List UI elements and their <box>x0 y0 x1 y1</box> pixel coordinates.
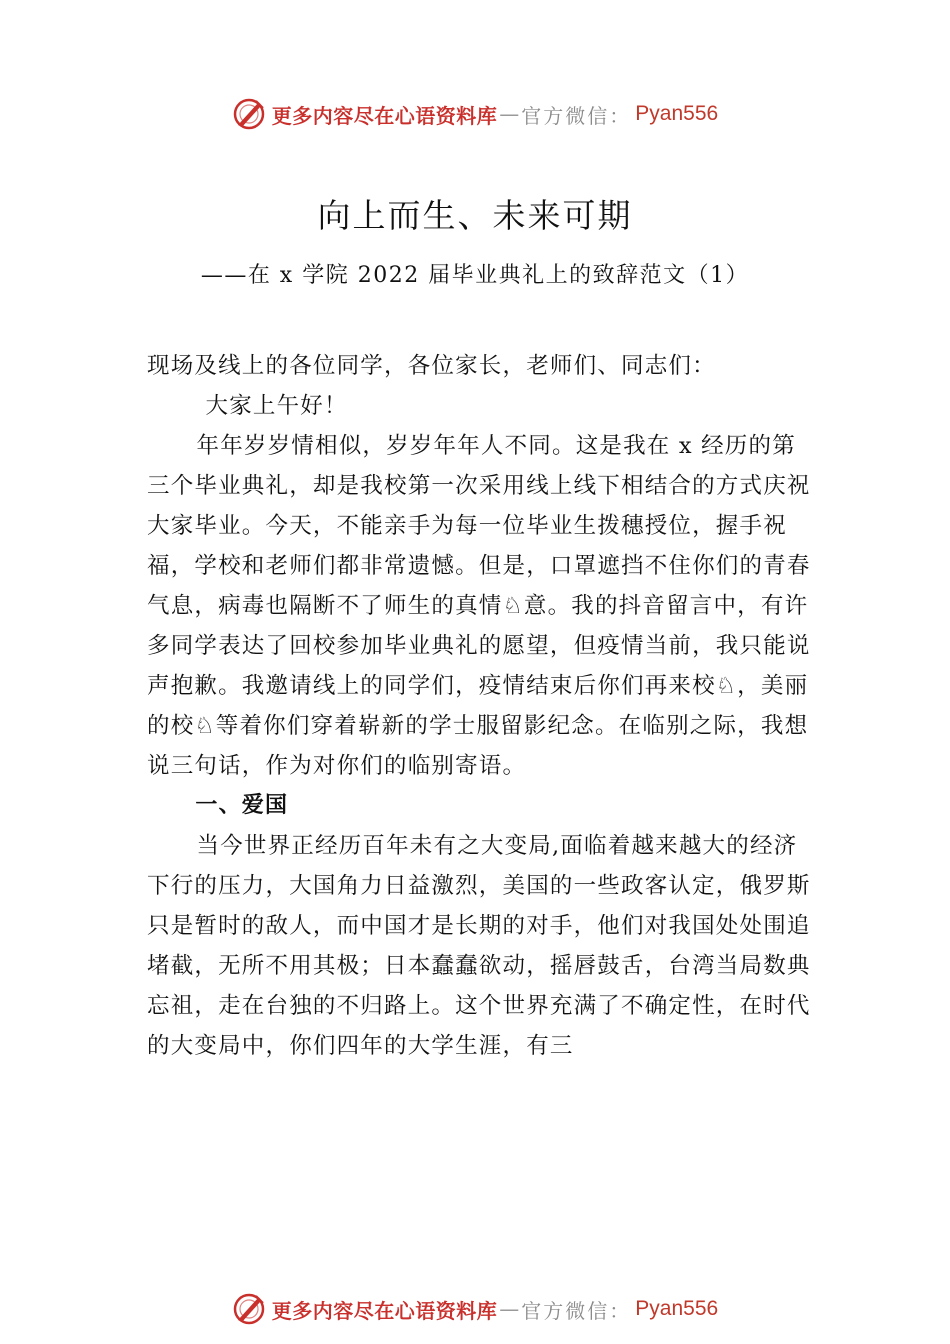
banner-dash: — <box>499 102 520 126</box>
quill-logo-icon <box>232 97 266 131</box>
paragraph-1: 年年岁岁情相似，岁岁年年人不同。这是我在 x 经历的第三个毕业典礼，却是我校第一次采用线上线下相结合的方式庆祝大家毕业。今天，不能亲手为每一位毕业生拨穗授位，握手祝福，学校和老师们都非常遗憾。但是，口罩遮挡不住你们的青春气息，病毒也隔断不了师生的真情♘意。我的抖音留言中，有许多同学表达了回校参加毕业典礼的愿望，但疫情当前，我只能说声抱歉。我邀请线上的同学们，疫情结束后你们再来校♘，美丽的校♘等着你们穿着崭新的学士服留影纪念。在临别之际，我想说三句话，作为对你们的临别寄语。 <box>147 433 811 779</box>
footer-watermark-banner <box>0 1289 950 1329</box>
salutation: 现场及线上的各位同学，各位家长，老师们、同志们： <box>147 353 716 379</box>
section-heading-patriotism: 一、爱国 <box>195 793 289 818</box>
quill-logo-icon <box>232 1292 266 1326</box>
banner-wechat-id: Pyan556 <box>635 1297 719 1320</box>
header-watermark-banner <box>0 94 950 134</box>
banner-library-text: 更多内容尽在心语资料库 <box>271 1298 498 1323</box>
document-body <box>147 346 815 1066</box>
greeting: 大家上午好！ <box>205 393 348 419</box>
banner-wechat-label: 官方微信： <box>521 1298 632 1323</box>
banner-dash: — <box>499 1297 520 1321</box>
document-title: 向上而生、未来可期 <box>317 196 633 235</box>
banner-wechat-label: 官方微信： <box>521 103 632 128</box>
paragraph-2: 当今世界正经历百年未有之大变局,面临着越来越大的经济下行的压力，大国角力日益激烈，美国的一些政客认定，俄罗斯只是暂时的敌人，而中国才是长期的对手，他们对我国处处围追堵截，无所不用其极；日本蠢蠢欲动，摇唇鼓舌，台湾当局数典忘祖，走在台独的不归路上。这个世界充满了不确定性，在时代的大变局中，你们四年的大学生涯，有三 <box>147 833 811 1059</box>
banner-library-text: 更多内容尽在心语资料库 <box>271 103 498 128</box>
document-subtitle: ——在 x 学院 2022 届毕业典礼上的致辞范文（1） <box>200 263 750 288</box>
banner-wechat-id: Pyan556 <box>635 102 719 125</box>
